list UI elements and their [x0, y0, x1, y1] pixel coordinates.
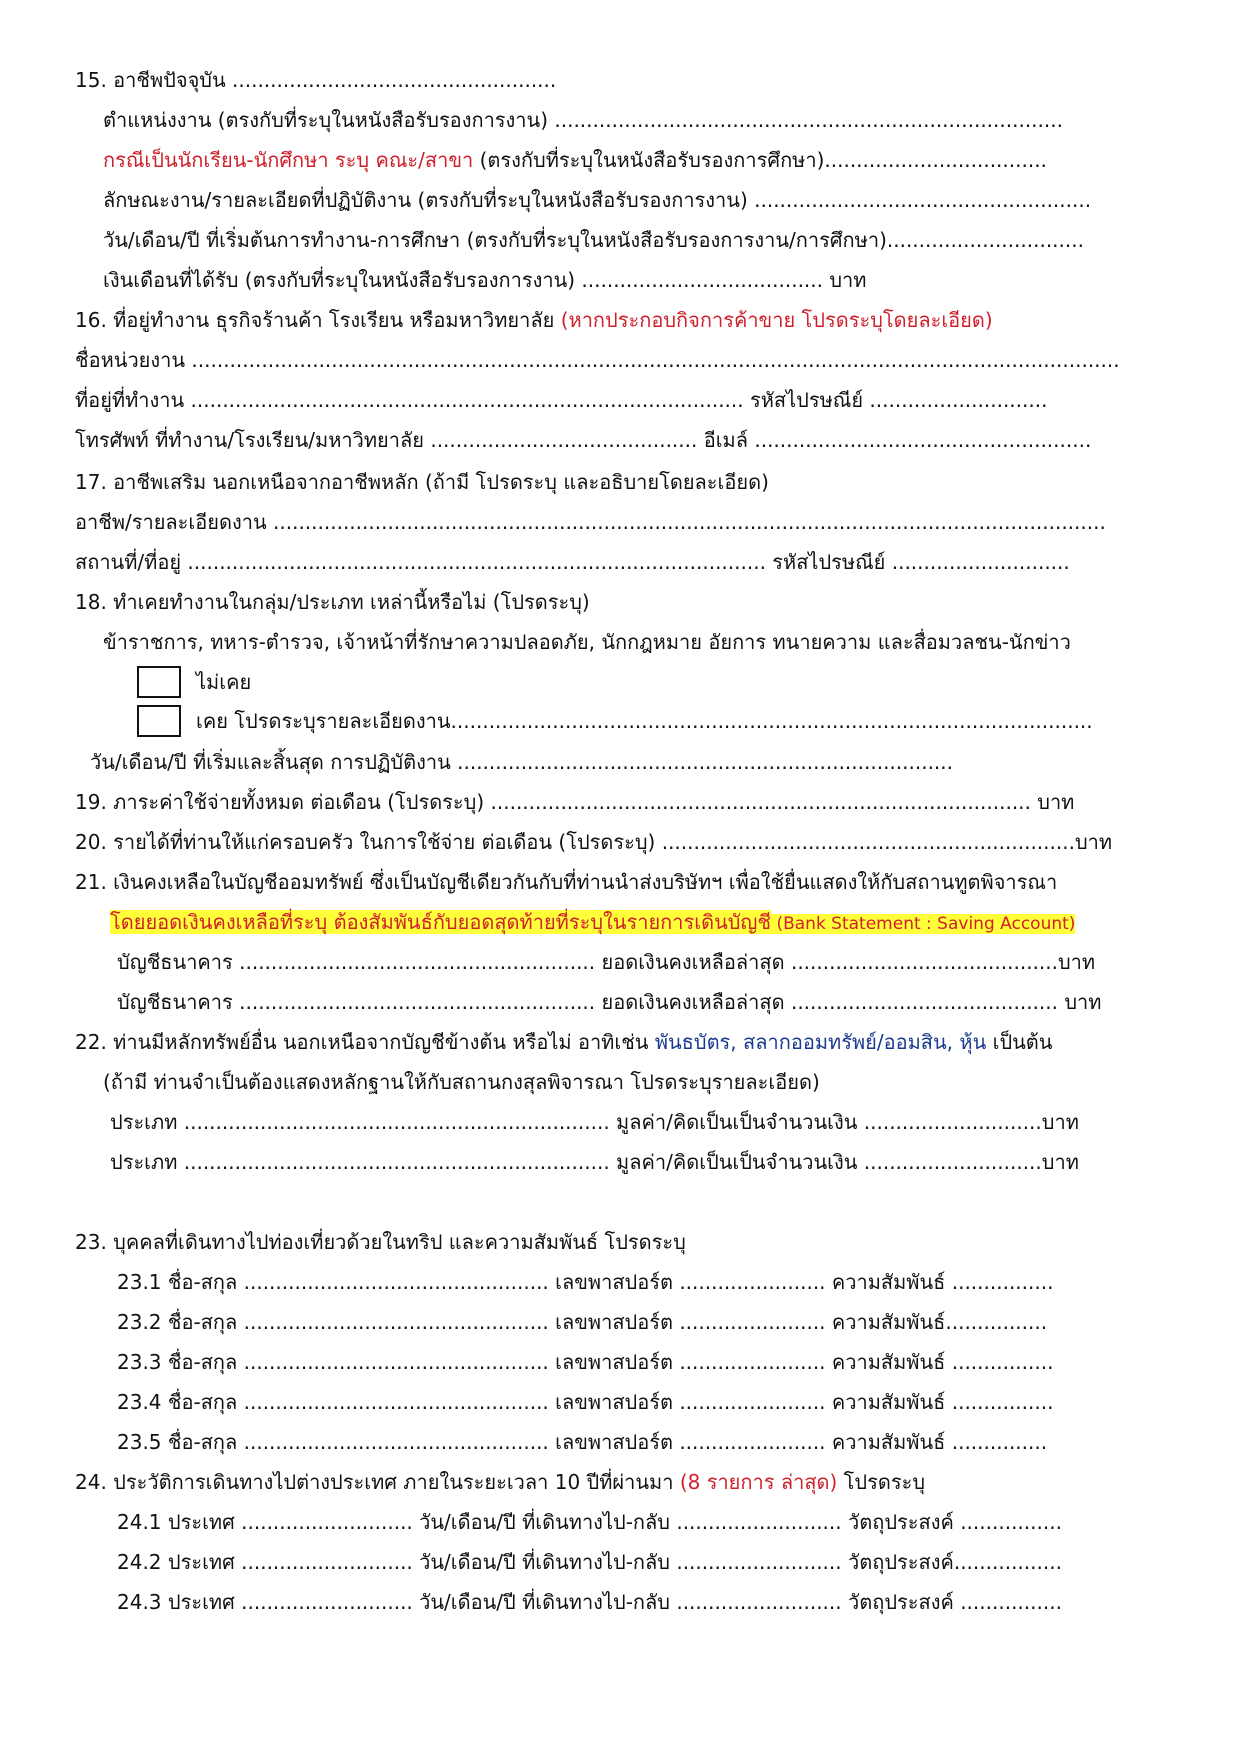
s23-row: 23.1 ชื่อ-สกุล ................................................ เลขพาสปอร์ต ....................... ความสัมพันธ์ ................ [117, 1270, 1054, 1294]
s16-title [75, 306, 993, 334]
s24-title-red: (8 รายการ ล่าสุด) [679, 1470, 838, 1494]
s15-start: วัน/เดือน/ปี ที่เริ่มต้นการทำงาน-การศึกษา (ตรงกับที่ระบุในหนังสือรับรองการงาน/การศึกษา)............................... [103, 228, 1084, 252]
s16-title-black: 16. ที่อยู่ทำงาน ธุรกิจร้านค้า โรงเรียน หรือมหาวิทยาลัย [75, 308, 561, 332]
s18-groups: ข้าราชการ, ทหาร-ตำรวจ, เจ้าหน้าที่รักษาความปลอดภัย, นักกฎหมาย อัยการ ทนายความ และสื่อมวลชน-นักข่าว [103, 630, 1071, 654]
s21-highlight-en: (Bank Statement : Saving Account) [771, 914, 1076, 934]
s17-title: 17. อาชีพเสริม นอกเหนือจากอาชีพหลัก (ถ้ามี โปรดระบุ และอธิบายโดยละเอียด) [75, 470, 769, 494]
s22-type1: ประเภท ................................................................... มูลค่า/คิดเป็นเป็นจำนวนเงิน ............................บาท [110, 1110, 1079, 1134]
s21-highlight [110, 908, 1075, 938]
s15-student-rest: (ตรงกับที่ระบุในหนังสือรับรองการศึกษา)................................... [473, 148, 1047, 172]
s18-ever-label: เคย โปรดระบุรายละเอียดงาน..................................................................................................... [196, 709, 1093, 733]
s22-title-b: เป็นต้น [986, 1030, 1053, 1054]
s22-type2: ประเภท ................................................................... มูลค่า/คิดเป็นเป็นจำนวนเงิน ............................บาท [110, 1150, 1079, 1174]
s23-title: 23. บุคคลที่เดินทางไปท่องเที่ยวด้วยในทริป และความสัมพันธ์ โปรดระบุ [75, 1230, 686, 1254]
s24-title [75, 1468, 925, 1496]
s24-row: 24.1 ประเทศ ........................... วัน/เดือน/ปี ที่เดินทางไป-กลับ .......................... วัตถุประสงค์ ................ [117, 1510, 1062, 1534]
s15-student-red: กรณีเป็นนักเรียน-นักศึกษา ระบุ คณะ/สาขา [103, 148, 474, 172]
s22-title-blue: พันธบัตร, สลากออมทรัพย์/ออมสิน, หุ้น [654, 1030, 987, 1054]
s15-title: 15. อาชีพปัจจุบัน ................................................... [75, 68, 557, 92]
s15-salary: เงินเดือนที่ได้รับ (ตรงกับที่ระบุในหนังสือรับรองการงาน) ...................................... บาท [103, 268, 867, 292]
s16-org: ชื่อหน่วยงาน .................................................................................................................................................. [75, 348, 1120, 372]
s21-title: 21. เงินคงเหลือในบัญชีออมทรัพย์ ซึ่งเป็นบัญชีเดียวกันกับที่ท่านนำส่งบริษัทฯ เพื่อใช้ยื่นแสดงให้กับสถานทูตพิจารณา [75, 870, 1058, 894]
ever-checkbox[interactable] [137, 705, 181, 737]
s21-bank1: บัญชีธนาคาร ........................................................ ยอดเงินคงเหลือล่าสุด ..........................................บาท [117, 950, 1096, 974]
s20: 20. รายได้ที่ท่านให้แก่ครอบครัว ในการใช้จ่าย ต่อเดือน (โปรดระบุ) .................................................................บาท [75, 830, 1113, 854]
s18-period: วัน/เดือน/ปี ที่เริ่มและสิ้นสุด การปฏิบัติงาน .............................................................................. [90, 750, 953, 774]
never-checkbox[interactable] [137, 666, 181, 698]
s24-row: 24.2 ประเทศ ........................... วัน/เดือน/ปี ที่เดินทางไป-กลับ .......................... วัตถุประสงค์................. [117, 1550, 1062, 1574]
s23-row: 23.2 ชื่อ-สกุล ................................................ เลขพาสปอร์ต ....................... ความสัมพันธ์................ [117, 1310, 1048, 1334]
s16-phone: โทรศัพท์ ที่ทำงาน/โรงเรียน/มหาวิทยาลัย .......................................... อีเมล์ ..................................................... [75, 428, 1092, 452]
s24-title-b: โปรดระบุ [837, 1470, 926, 1494]
s15-student [103, 146, 1047, 174]
s15-position: ตำแหน่งงาน (ตรงกับที่ระบุในหนังสือรับรองการงาน) ................................................................................ [103, 108, 1063, 132]
s21-bank2: บัญชีธนาคาร ........................................................ ยอดเงินคงเหลือล่าสุด .......................................... บาท [117, 990, 1102, 1014]
s16-title-red: (หากประกอบกิจการค้าขาย โปรดระบุโดยละเอียด) [560, 308, 993, 332]
s24-title-a: 24. ประวัติการเดินทางไปต่างประเทศ ภายในระยะเวลา 10 ปีที่ผ่านมา [75, 1470, 680, 1494]
s22-note: (ถ้ามี ท่านจำเป็นต้องแสดงหลักฐานให้กับสถานกงสุลพิจารณา โปรดระบุรายละเอียด) [103, 1070, 820, 1094]
s24-row: 24.3 ประเทศ ........................... วัน/เดือน/ปี ที่เดินทางไป-กลับ .......................... วัตถุประสงค์ ................ [117, 1590, 1062, 1614]
s19: 19. ภาระค่าใช้จ่ายทั้งหมด ต่อเดือน (โปรดระบุ) ..................................................................................... บาท [75, 790, 1075, 814]
s23-row: 23.3 ชื่อ-สกุล ................................................ เลขพาสปอร์ต ....................... ความสัมพันธ์ ................ [117, 1350, 1054, 1374]
s15-nature: ลักษณะงาน/รายละเอียดที่ปฏิบัติงาน (ตรงกับที่ระบุในหนังสือรับรองการงาน) ..................................................... [103, 188, 1092, 212]
s18-title: 18. ทำเคยทำงานในกลุ่ม/ประเภท เหล่านี้หรือไม่ (โปรดระบุ) [75, 590, 590, 614]
s21-highlight-red: โดยยอดเงินคงเหลือที่ระบุ ต้องสัมพันธ์กับยอดสุดท้ายที่ระบุในรายการเดินบัญชี [110, 910, 772, 934]
s17-job: อาชีพ/รายละเอียดงาน ................................................................................................................................... [75, 510, 1106, 534]
s22-title-a: 22. ท่านมีหลักทรัพย์อื่น นอกเหนือจากบัญชีข้างต้น หรือไม่ อาทิเช่น [75, 1030, 655, 1054]
s22-title [75, 1028, 1052, 1056]
s16-address: ที่อยู่ที่ทำงาน ....................................................................................... รหัสไปรษณีย์ ............................ [75, 388, 1048, 412]
s18-never-label: ไม่เคย [196, 670, 252, 694]
s23-row: 23.4 ชื่อ-สกุล ................................................ เลขพาสปอร์ต ....................... ความสัมพันธ์ ................ [117, 1390, 1054, 1414]
s17-place: สถานที่/ที่อยู่ ........................................................................................... รหัสไปรษณีย์ ............................ [75, 550, 1070, 574]
s23-row: 23.5 ชื่อ-สกุล ................................................ เลขพาสปอร์ต ....................... ความสัมพันธ์ ............... [117, 1430, 1048, 1454]
